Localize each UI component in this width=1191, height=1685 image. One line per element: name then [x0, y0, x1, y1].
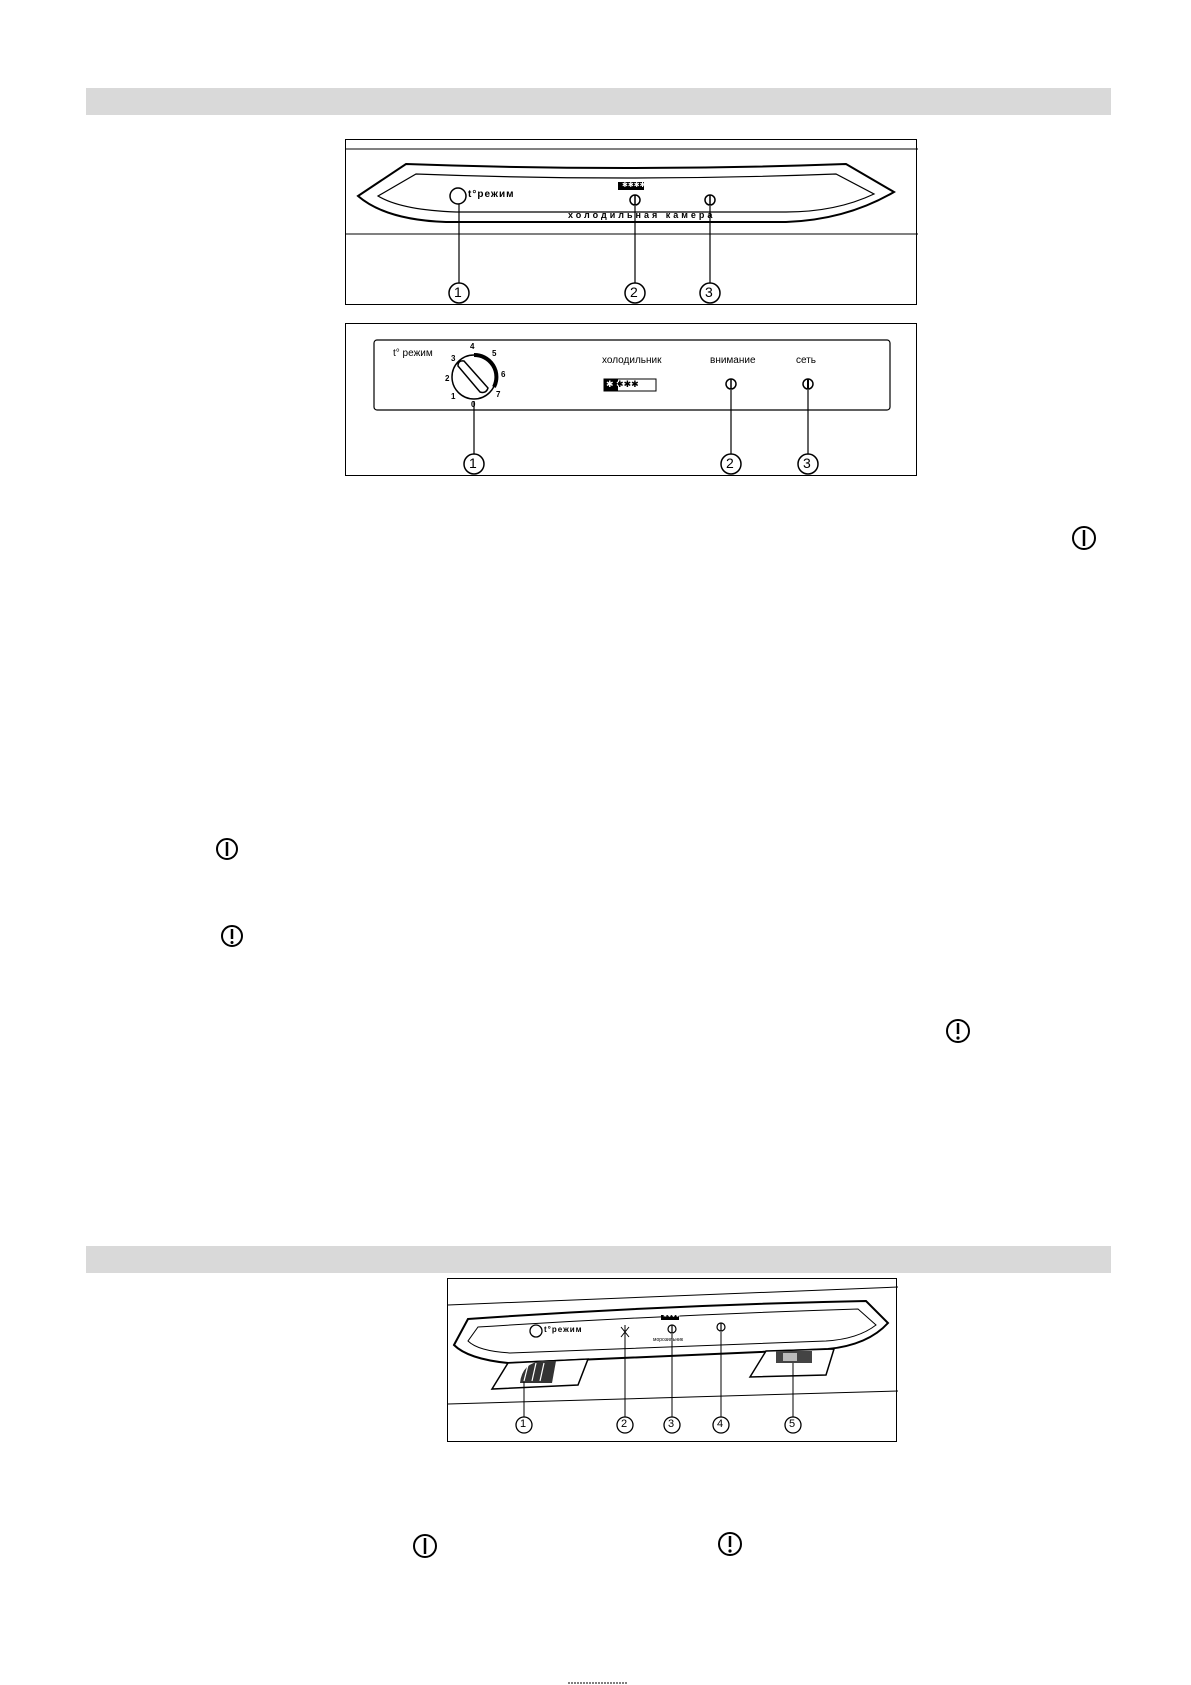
- callout-2: 2: [726, 455, 734, 471]
- attention-label: внимание: [710, 355, 756, 366]
- dial-tick-0: 0: [471, 400, 476, 409]
- dial-tick-4: 4: [470, 342, 475, 351]
- section-label-fridge-chamber: холодильная камера: [568, 210, 716, 220]
- callout-1: 1: [469, 455, 477, 471]
- control-panel-figure-c: [447, 1278, 897, 1442]
- section-header-band-top: [86, 88, 1111, 115]
- network-label: сеть: [796, 355, 817, 366]
- callout-2: 2: [630, 284, 638, 300]
- control-panel-b-drawing: [346, 324, 918, 477]
- control-panel-a-drawing: [346, 140, 918, 306]
- mode-label: t°режим: [544, 1325, 583, 1334]
- callout-1: 1: [454, 284, 462, 300]
- fridge-label: холодильник: [602, 355, 662, 366]
- dial-tick-6: 6: [501, 370, 506, 379]
- control-panel-figure-a: [345, 139, 917, 305]
- dial-tick-3: 3: [451, 354, 456, 363]
- indicator-on-icon: [1070, 524, 1098, 552]
- dial-tick-7: 7: [496, 390, 501, 399]
- callout-4: 4: [717, 1418, 724, 1430]
- callout-5: 5: [789, 1418, 796, 1430]
- warning-exclamation-icon: [716, 1530, 744, 1558]
- mode-label: t° режим: [393, 348, 433, 359]
- dial-tick-5: 5: [492, 349, 497, 358]
- callout-3: 3: [668, 1418, 675, 1430]
- callout-2: 2: [621, 1418, 628, 1430]
- scan-artifact-mark: [568, 1680, 628, 1685]
- freezer-badge: ✱✱✱✱: [622, 182, 646, 189]
- callout-3: 3: [803, 455, 811, 471]
- indicator-on-icon: [411, 1532, 439, 1560]
- warning-exclamation-icon: [944, 1017, 972, 1045]
- dial-tick-1: 1: [451, 392, 456, 401]
- fridge-label: морозильник: [653, 1337, 684, 1343]
- dial-tick-2: 2: [445, 374, 450, 383]
- warning-exclamation-icon: [219, 923, 245, 949]
- freezer-badge: ✱✱✱✱: [663, 1313, 680, 1319]
- callout-1: 1: [520, 1418, 527, 1430]
- mode-label: t°режим: [468, 189, 515, 200]
- freezer-badge: ✱ ✱✱✱: [606, 379, 639, 389]
- indicator-on-icon: [214, 836, 240, 862]
- control-panel-figure-b: [345, 323, 917, 476]
- callout-3: 3: [705, 284, 713, 300]
- section-header-band-bottom: [86, 1246, 1111, 1273]
